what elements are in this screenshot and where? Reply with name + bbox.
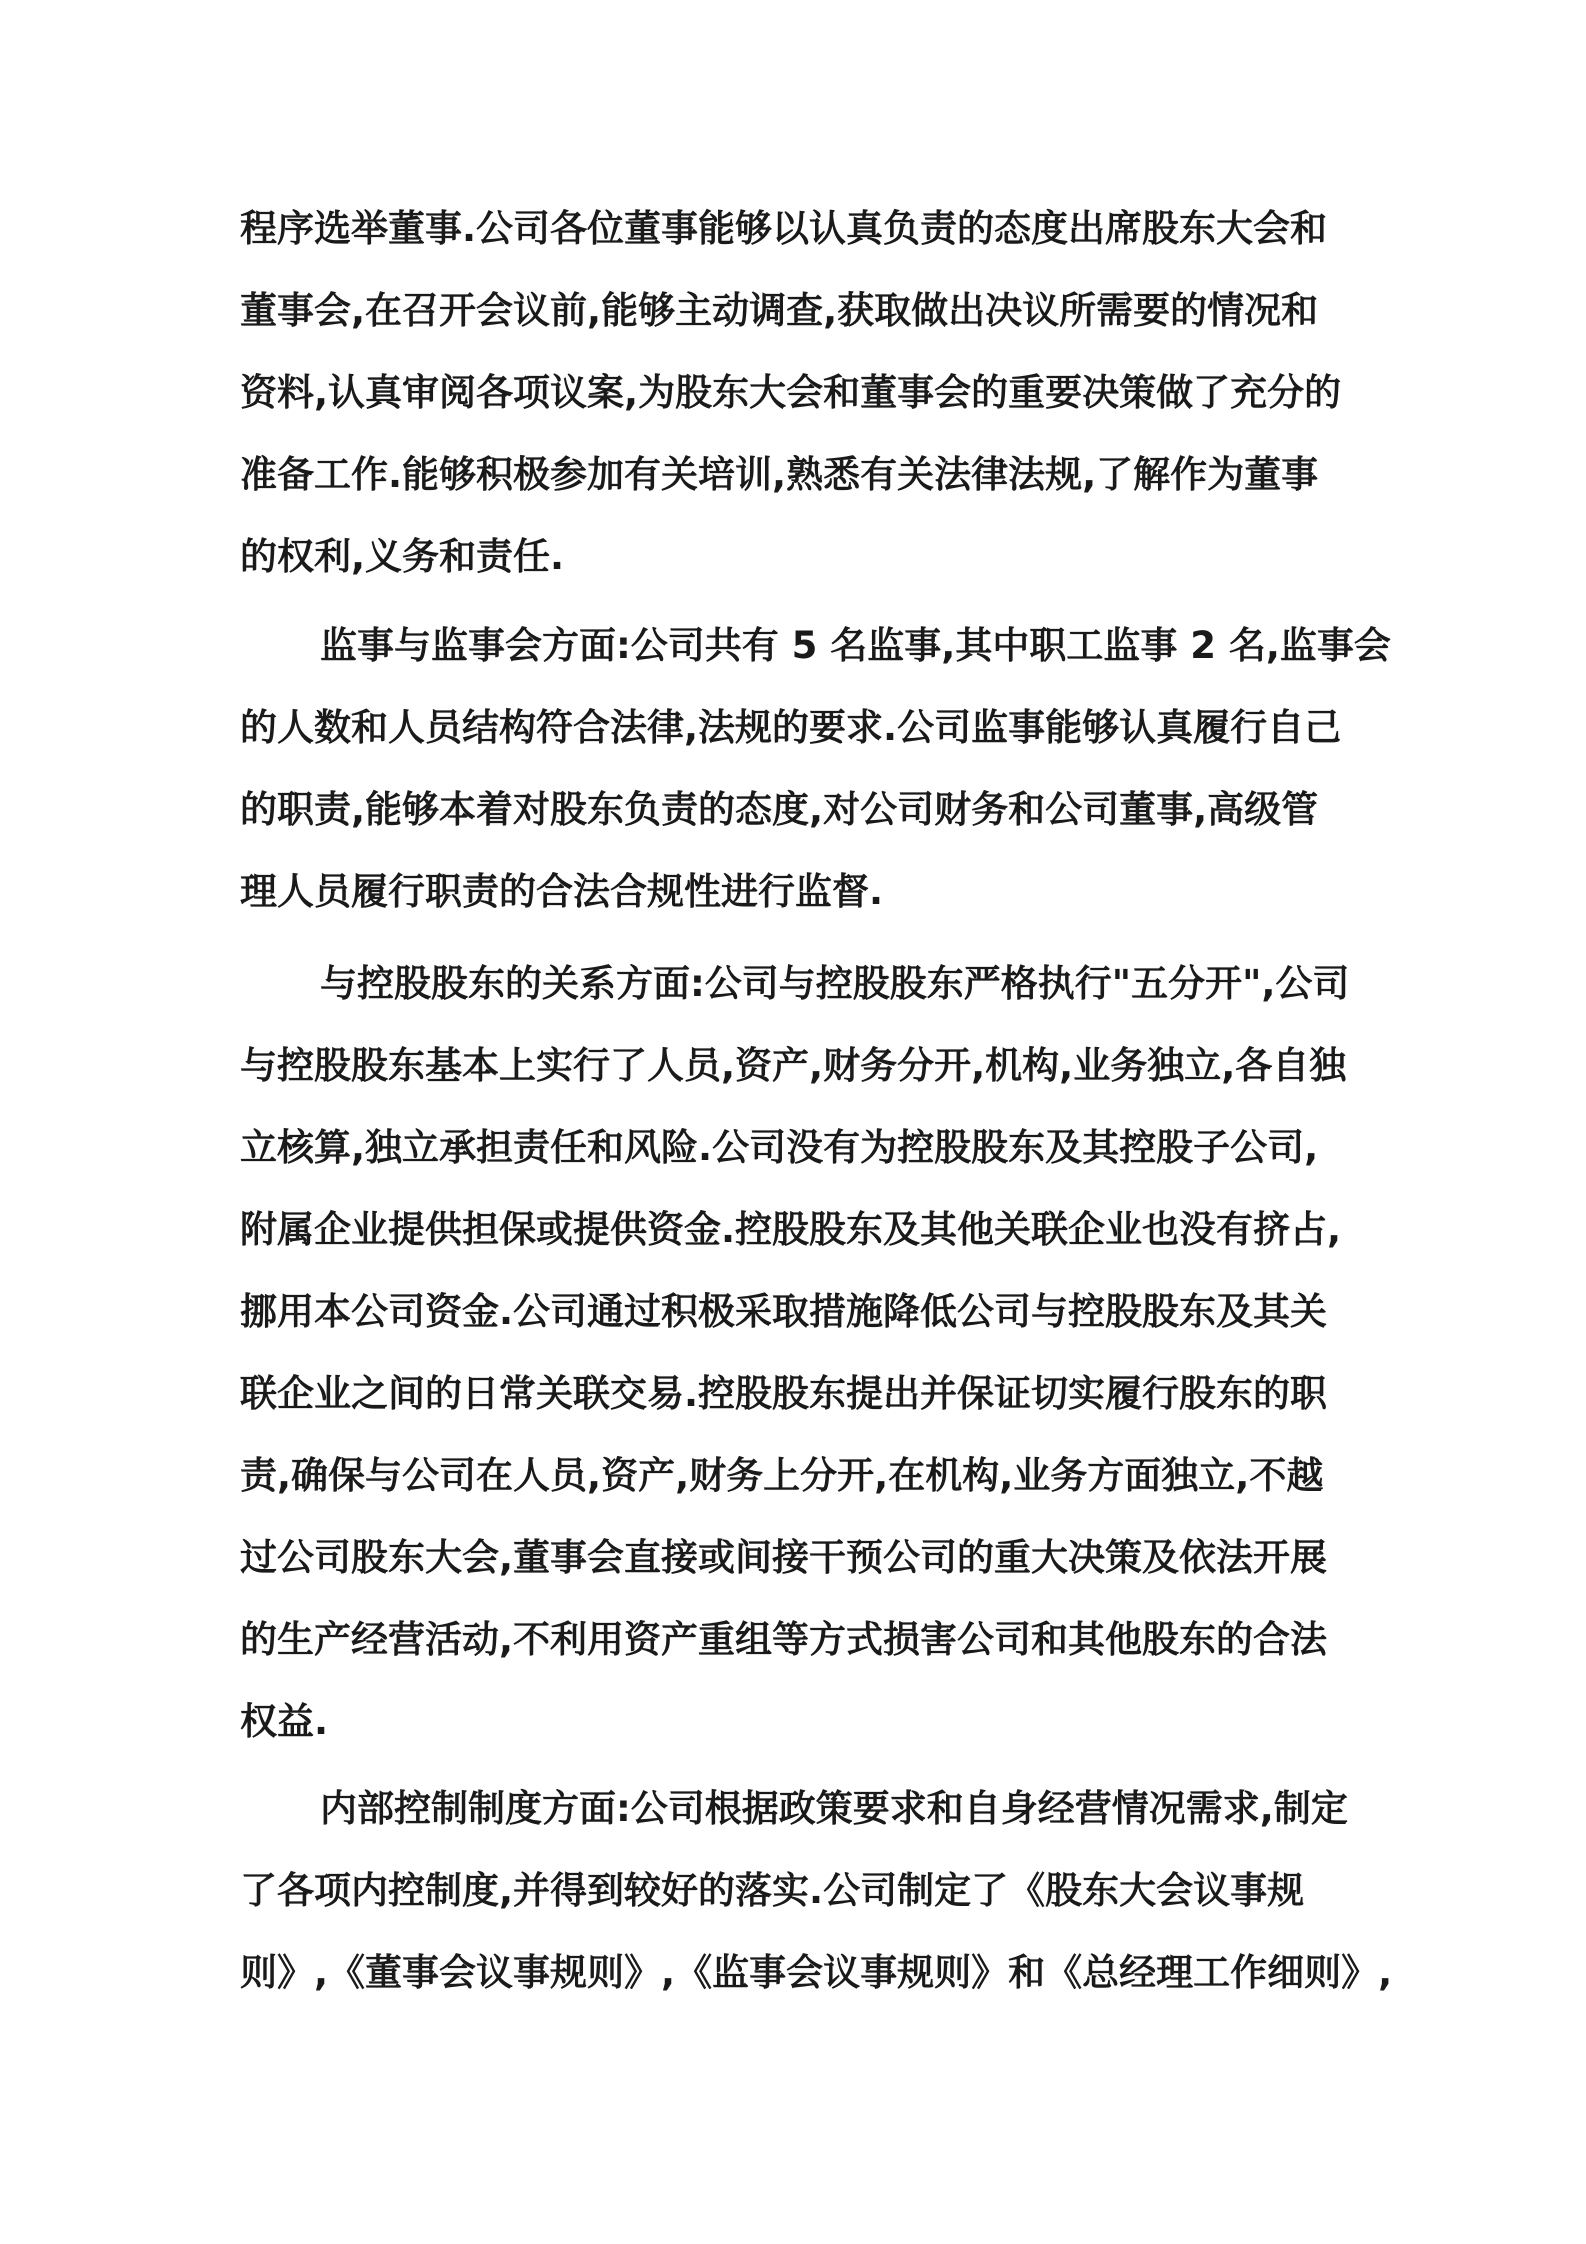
- text-line: 与控股股东的关系方面:公司与控股股东严格执行"五分开",公司: [320, 962, 1350, 1005]
- text-line: 权益.: [240, 1700, 329, 1743]
- paragraph-internal-control: [240, 1768, 1393, 2014]
- text-line: 联企业之间的日常关联交易.控股股东提出并保证切实履行股东的职: [240, 1372, 1328, 1415]
- text-line: 董事会,在召开会议前,能够主动调查,获取做出决议所需要的情况和: [240, 289, 1319, 332]
- text-line: 的职责,能够本着对股东负责的态度,对公司财务和公司董事,高级管: [240, 788, 1319, 831]
- paragraph-directors: [240, 188, 1360, 598]
- paragraph-controlling-shareholder: [240, 943, 1360, 1763]
- text-line: 的人数和人员结构符合法律,法规的要求.公司监事能够认真履行自己: [240, 706, 1342, 749]
- text-line: 程序选举董事.公司各位董事能够以认真负责的态度出席股东大会和: [240, 207, 1328, 250]
- text-line: 过公司股东大会,董事会直接或间接干预公司的重大决策及依法开展: [240, 1536, 1328, 1579]
- text-line: 内部控制制度方面:公司根据政策要求和自身经营情况需求,制定: [320, 1787, 1348, 1830]
- text-line: 资料,认真审阅各项议案,为股东大会和董事会的重要决策做了充分的: [240, 371, 1342, 414]
- text-line: 与控股股东基本上实行了人员,资产,财务分开,机构,业务独立,各自独: [240, 1044, 1347, 1087]
- text-line: 的权利,义务和责任.: [240, 535, 565, 578]
- text-line: 理人员履行职责的合法合规性进行监督.: [240, 870, 884, 913]
- text-line: 责,确保与公司在人员,资产,财务上分开,在机构,业务方面独立,不越: [240, 1454, 1324, 1497]
- text-line: 立核算,独立承担责任和风险.公司没有为控股股东及其控股子公司,: [240, 1126, 1319, 1169]
- text-line: 附属企业提供担保或提供资金.控股股东及其他关联企业也没有挤占,: [240, 1208, 1342, 1251]
- paragraph-supervisors: [240, 605, 1391, 933]
- text-line: 则》,《董事会议事规则》,《监事会议事规则》和《总经理工作细则》,: [240, 1951, 1393, 1994]
- text-line: 监事与监事会方面:公司共有 5 名监事,其中职工监事 2 名,监事会: [320, 624, 1391, 667]
- text-line: 的生产经营活动,不利用资产重组等方式损害公司和其他股东的合法: [240, 1618, 1328, 1661]
- text-line: 挪用本公司资金.公司通过积极采取措施降低公司与控股股东及其关: [240, 1290, 1328, 1333]
- text-line: 了各项内控制度,并得到较好的落实.公司制定了《股东大会议事规: [240, 1869, 1305, 1912]
- text-line: 准备工作.能够积极参加有关培训,熟悉有关法律法规,了解作为董事: [240, 453, 1319, 496]
